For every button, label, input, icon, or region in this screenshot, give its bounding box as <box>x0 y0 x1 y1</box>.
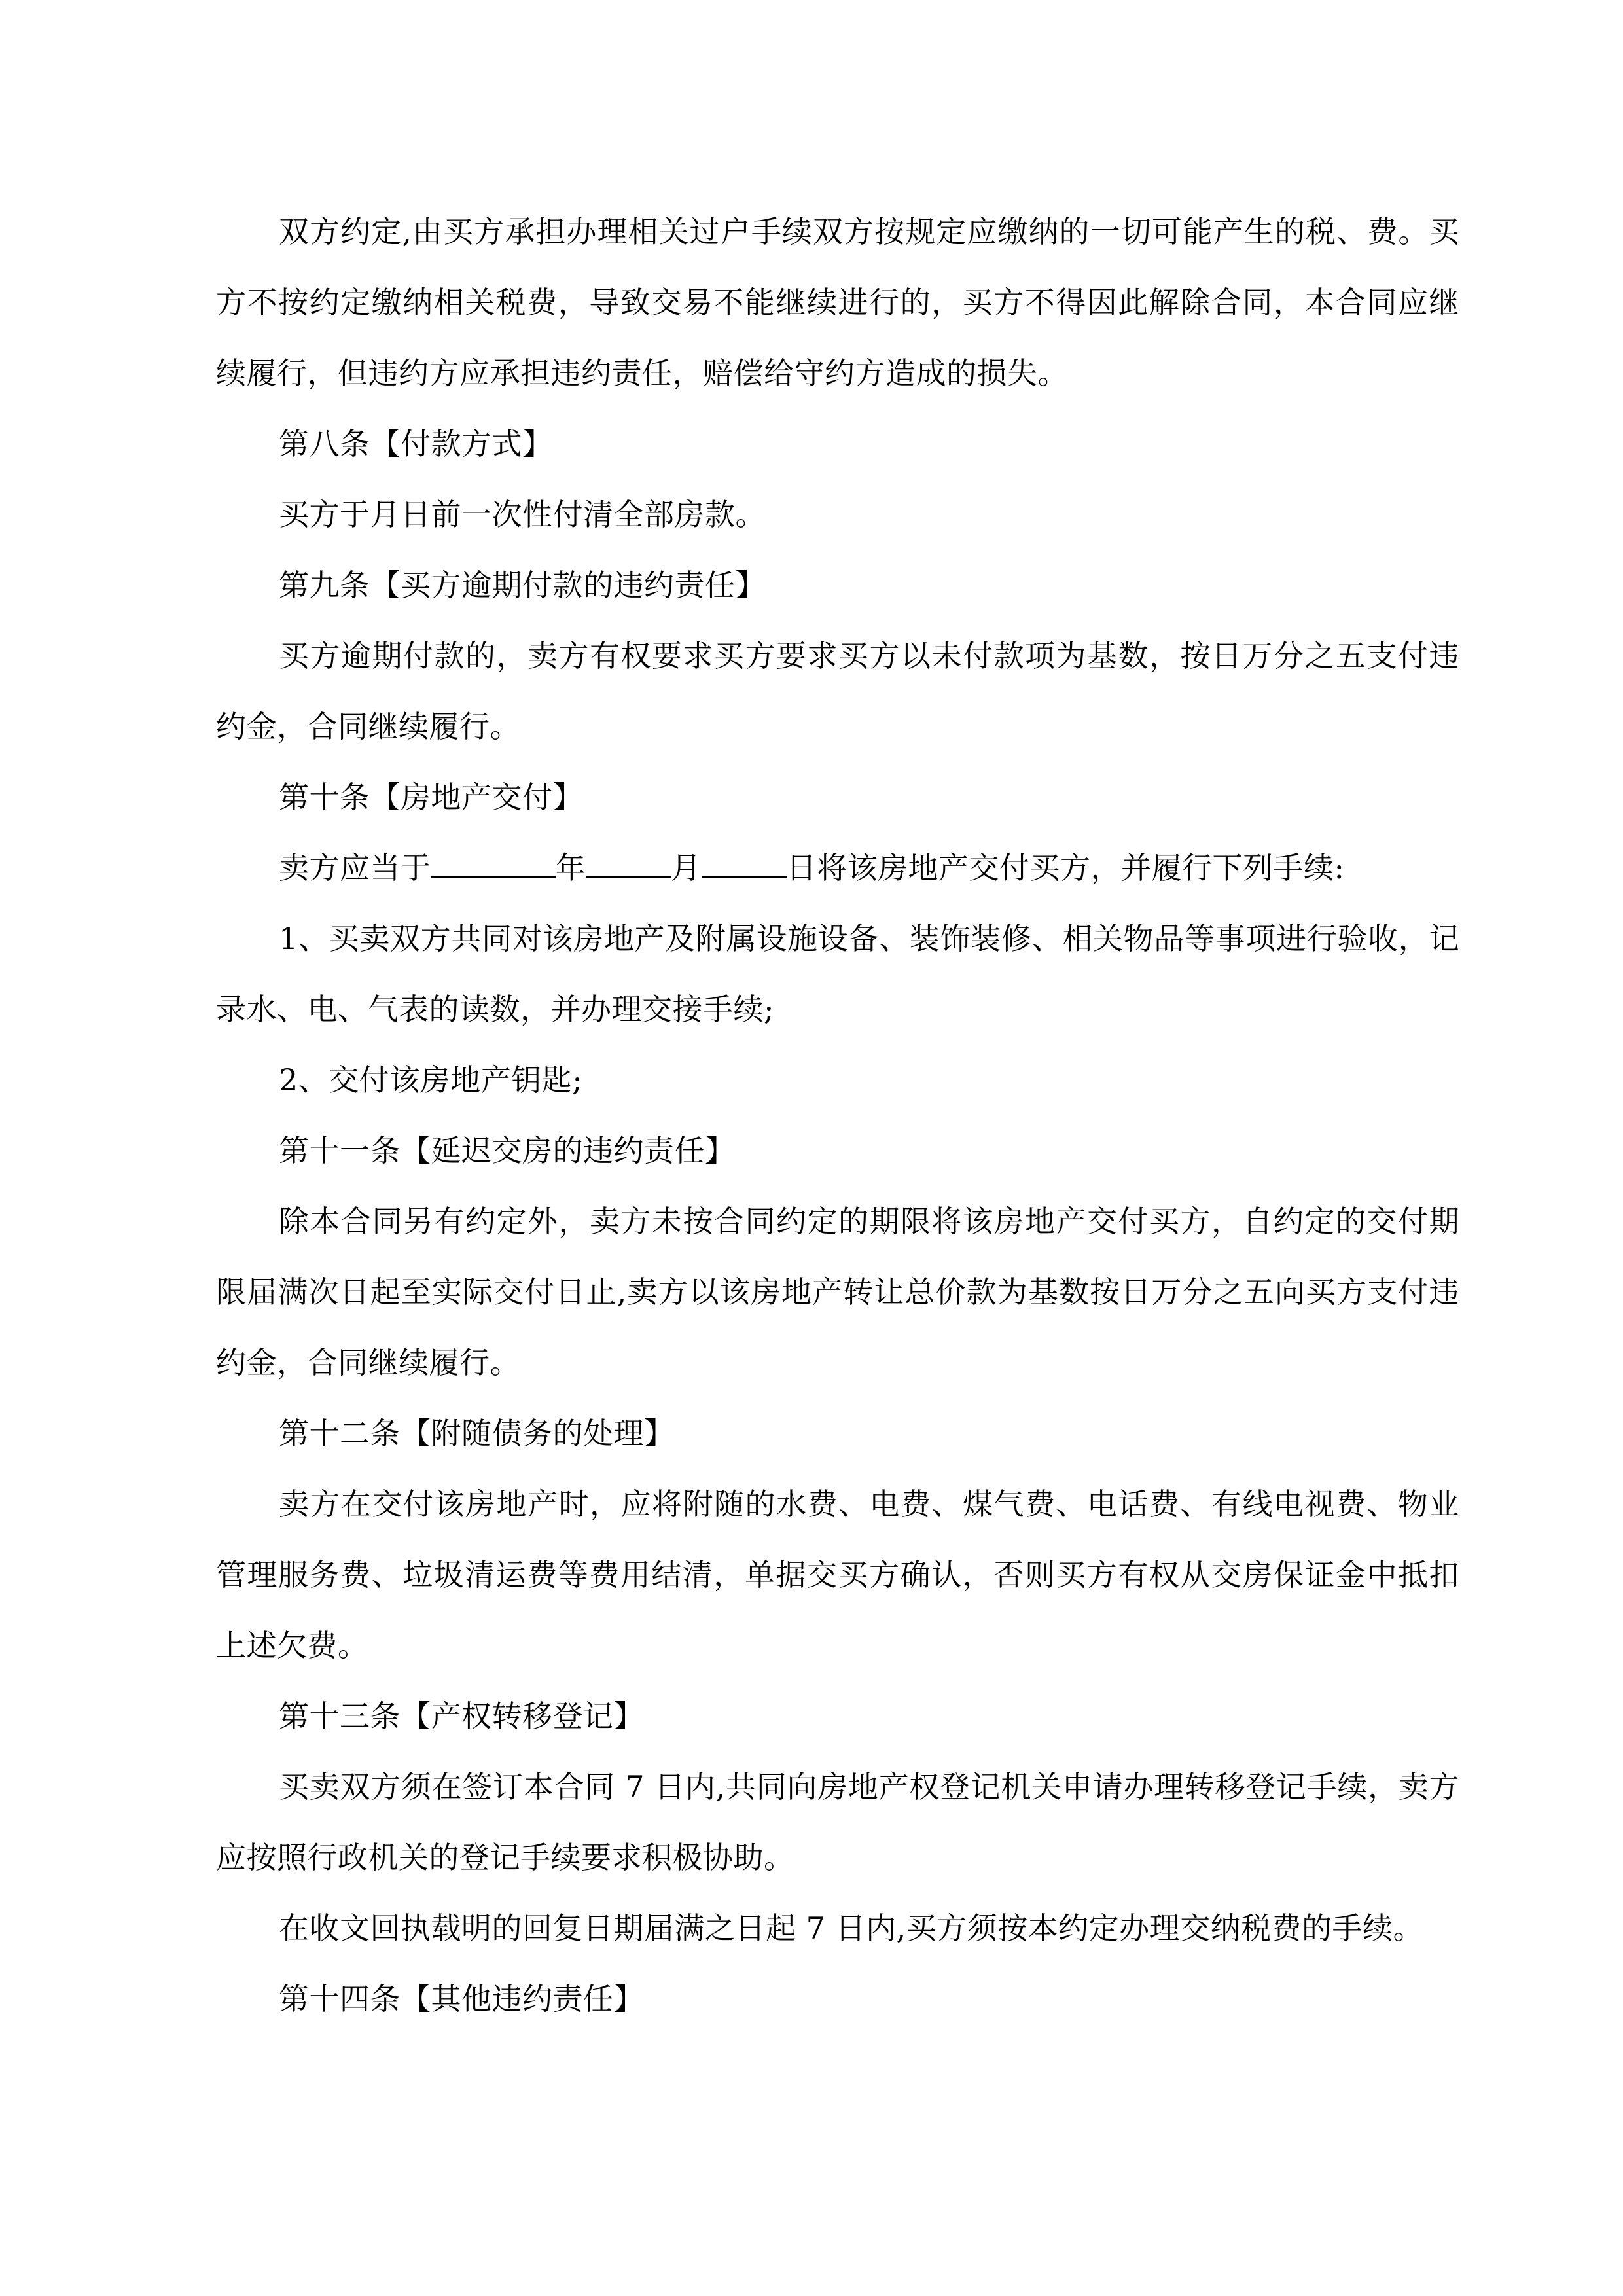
heading-article-13: 第十三条【产权转移登记】 <box>279 1698 644 1734</box>
delivery-year-field[interactable] <box>431 876 556 878</box>
document-body <box>216 196 1459 2034</box>
delivery-day-field[interactable] <box>702 876 787 878</box>
paragraph-article-13-body: 买卖双方须在签订本合同 7 日内,共同向房地产权登记机关申请办理转移登记手续，卖方应按照行政机关的登记手续要求积极协助。 <box>216 1769 1459 1875</box>
paragraph-article-10-delivery <box>216 833 1459 903</box>
paragraph-tax-fees: 双方约定,由买方承担办理相关过户手续双方按规定应缴纳的一切可能产生的税、费。买方不按约定缴纳相关税费，导致交易不能继续进行的，买方不得因此解除合同，本合同应继续履行，但违约方应承担违约责任，赔偿给守约方造成的损失。 <box>216 214 1459 391</box>
paragraph-article-13-body-2: 在收文回执载明的回复日期届满之日起 7 日内,买方须按本约定办理交纳税费的手续。 <box>279 1910 1424 1946</box>
heading-article-10: 第十条【房地产交付】 <box>279 780 583 815</box>
heading-article-8: 第八条【付款方式】 <box>279 426 553 461</box>
delivery-prefix: 卖方应当于 <box>279 850 431 886</box>
delivery-suffix: 将该房地产交付买方，并履行下列手续: <box>817 850 1345 886</box>
paragraph-article-8-body: 买方于月日前一次性付清全部房款。 <box>279 497 766 532</box>
delivery-month-field[interactable] <box>586 876 671 878</box>
heading-article-12: 第十二条【附随债务的处理】 <box>279 1416 675 1451</box>
delivery-year-label: 年 <box>555 850 586 886</box>
heading-article-11: 第十一条【延迟交房的违约责任】 <box>279 1133 736 1168</box>
heading-article-9: 第九条【买方逾期付款的违约责任】 <box>279 567 766 603</box>
delivery-month-label: 月 <box>671 850 702 886</box>
delivery-day-label: 日 <box>786 850 817 886</box>
paragraph-article-11-body: 除本合同另有约定外，卖方未按合同约定的期限将该房地产交付买方，自约定的交付期限届满次日起至实际交付日止,卖方以该房地产转让总价款为基数按日万分之五向买方支付违约金，合同继续履行。 <box>216 1204 1459 1380</box>
heading-article-14: 第十四条【其他违约责任】 <box>279 1981 644 2017</box>
paragraph-article-10-item-1: 1、买卖双方共同对该房地产及附属设施设备、装饰装修、相关物品等事项进行验收，记录水、电、气表的读数，并办理交接手续; <box>216 921 1459 1027</box>
paragraph-article-10-item-2: 2、交付该房地产钥匙; <box>279 1062 583 1098</box>
paragraph-article-9-body: 买方逾期付款的，卖方有权要求买方要求买方以未付款项为基数，按日万分之五支付违约金，合同继续履行。 <box>216 638 1459 744</box>
paragraph-article-12-body: 卖方在交付该房地产时，应将附随的水费、电费、煤气费、电话费、有线电视费、物业管理服务费、垃圾清运费等费用结清，单据交买方确认，否则买方有权从交房保证金中抵扣上述欠费。 <box>216 1486 1459 1663</box>
